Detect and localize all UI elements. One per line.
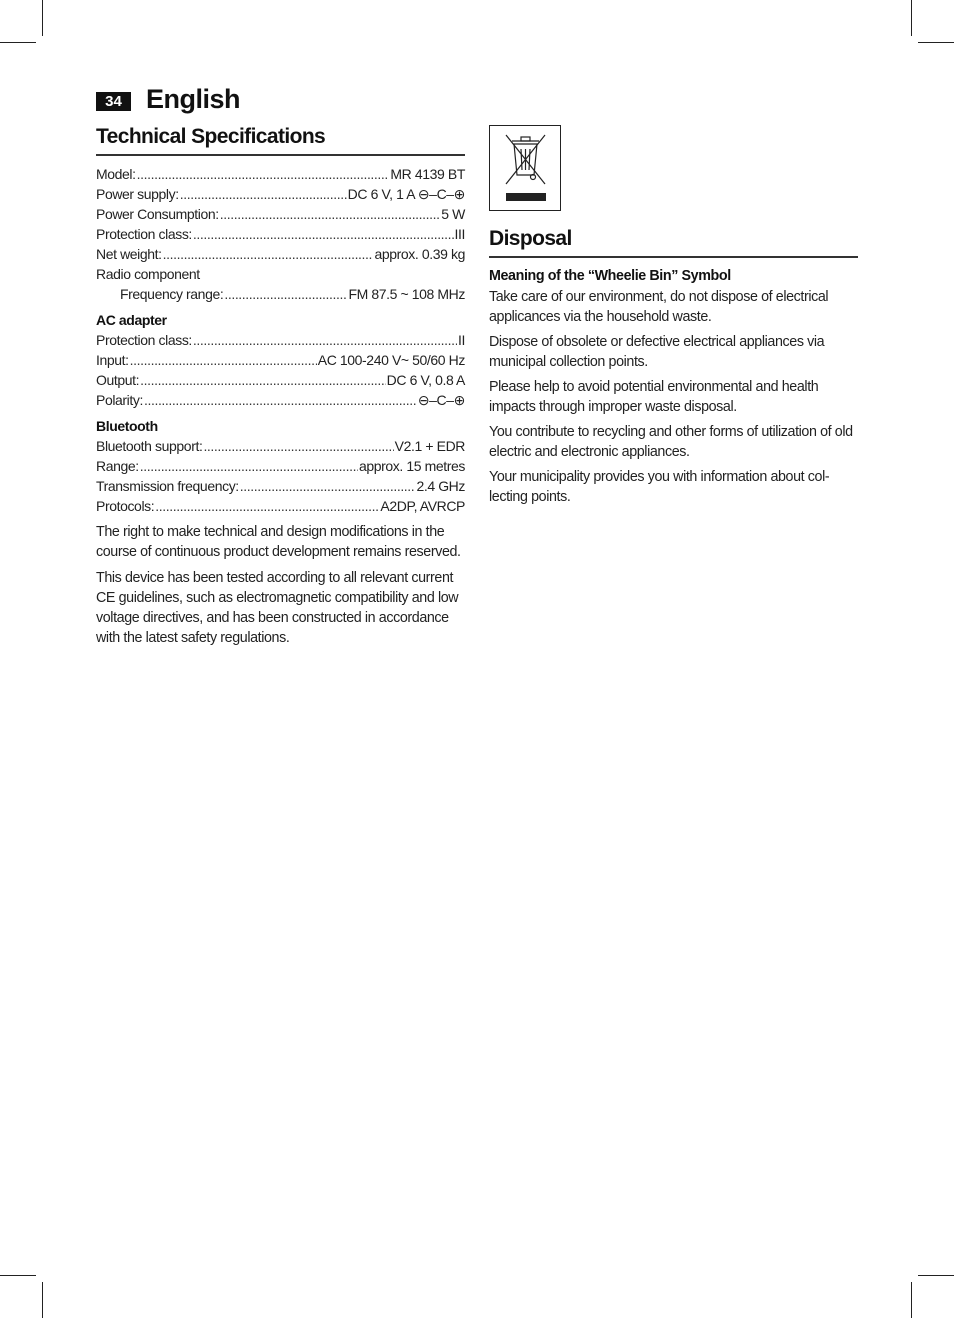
bluetooth-heading: Bluetooth [96, 418, 158, 434]
crossed-out-wheelie-bin-icon [489, 125, 561, 211]
page-number: 34 [96, 92, 131, 111]
page-language: English [146, 84, 241, 114]
section-rule [489, 256, 858, 258]
radio-component-label: Radio component [96, 266, 200, 282]
disposal-paragraph: Please help to avoid potential environmental and health impacts through improper waste disposal. [489, 379, 819, 415]
technical-specifications-section [96, 122, 465, 648]
disposal-paragraph: Take care of our environment, do not dispose of electrical applicances via the household waste. [489, 289, 829, 325]
spec-row: Output: ..... DC 6 V, 0.8 A [96, 370, 465, 390]
spec-row: Transmission frequency: ..... 2.4 GHz [96, 476, 465, 496]
crop-mark [918, 42, 954, 43]
crop-mark [918, 1275, 954, 1276]
section-rule [96, 154, 465, 156]
spec-row: Power supply: ..... DC 6 V, 1 A ⊖–C–⊕ [96, 184, 465, 204]
crop-mark [911, 0, 912, 36]
spec-row: Input: ..... AC 100-240 V~ 50/60 Hz [96, 350, 465, 370]
disposal-paragraph: Your municipality provides you with information about col-lecting points. [489, 469, 830, 505]
disposal-title: Disposal [489, 227, 572, 250]
disposal-paragraph: Dispose of obsolete or defective electrical appliances via municipal collection points. [489, 334, 825, 370]
spec-row: Model: ..... MR 4139 BT [96, 164, 465, 184]
disposal-section [489, 125, 858, 507]
section-title: Technical Specifications [96, 125, 326, 148]
spec-row: Range: ..... approx. 15 metres [96, 456, 465, 476]
wheelie-bin-symbol-heading: Meaning of the “Wheelie Bin” Symbol [489, 268, 731, 284]
disposal-paragraph: You contribute to recycling and other forms of utilization of old electric and electronic appliances. [489, 424, 853, 460]
spec-row: Protocols: ..... A2DP, AVRCP [96, 496, 465, 516]
spec-row: Frequency range: ..... FM 87.5 ~ 108 MHz [96, 284, 465, 304]
spec-row: Bluetooth support: ..... V2.1 + EDR [96, 436, 465, 456]
spec-row: Net weight: ..... approx. 0.39 kg [96, 244, 465, 264]
spec-row: Protection class: ..... II [96, 330, 465, 350]
crop-mark [42, 1282, 43, 1318]
ce-note: This device has been tested according to all relevant current CE guidelines, such as electromagnetic compatibility and low voltage directives, and has been constructed in accordance with the latest safety regulations. [96, 570, 459, 646]
spec-list [96, 164, 465, 516]
spec-row: Polarity: ..... ⊖–C–⊕ [96, 390, 465, 410]
spec-row: Power Consumption: ..... 5 W [96, 204, 465, 224]
ac-adapter-heading: AC adapter [96, 312, 167, 328]
crop-mark [911, 1282, 912, 1318]
crop-mark [0, 42, 36, 43]
modification-note: The right to make technical and design modifications in the course of continuous product development remains reserved. [96, 524, 461, 560]
crop-mark [0, 1275, 36, 1276]
spec-row: Protection class: ..... III [96, 224, 465, 244]
crop-mark [42, 0, 43, 36]
